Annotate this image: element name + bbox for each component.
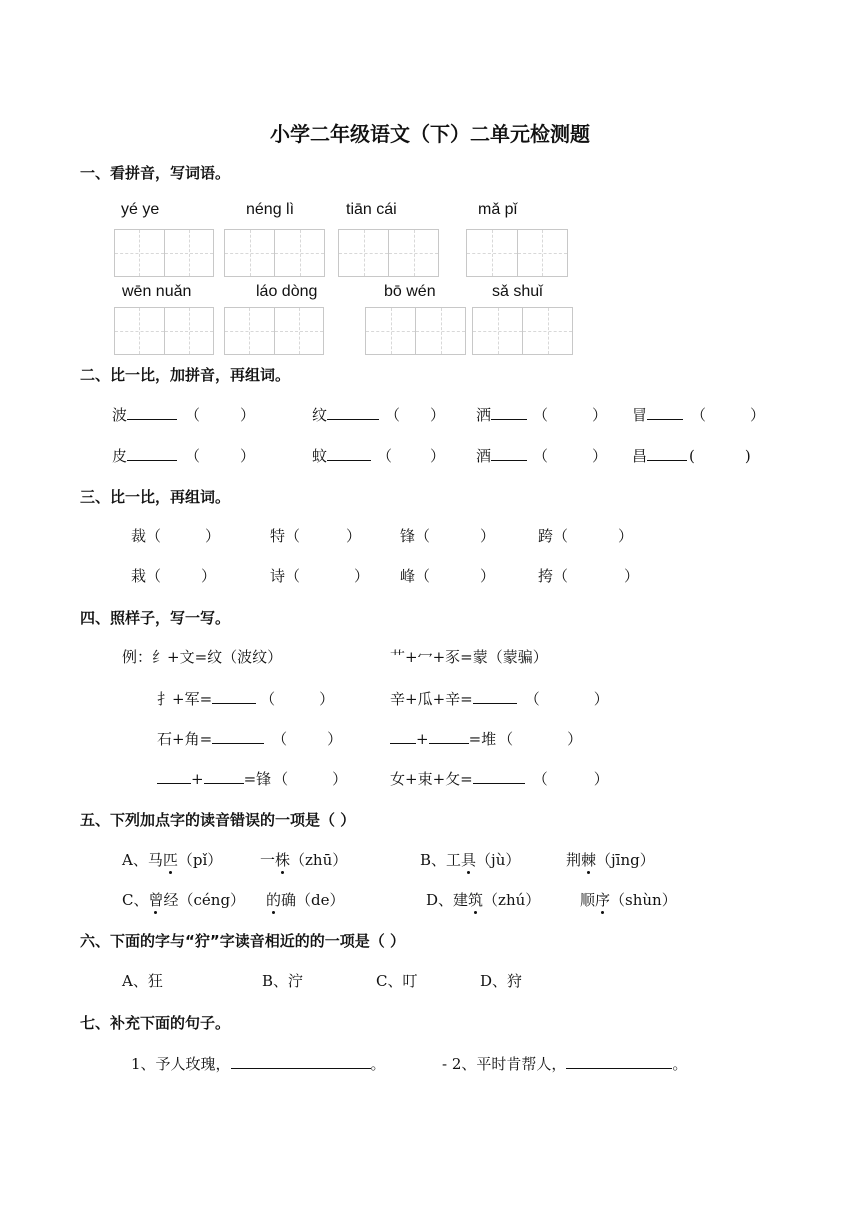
- writing-grid[interactable]: [224, 229, 325, 277]
- answer-blank[interactable]: [127, 444, 177, 461]
- compose-item: + =锋 （ ）: [157, 767, 347, 789]
- answer-blank[interactable]: [212, 687, 256, 704]
- answer-blank[interactable]: [429, 727, 469, 744]
- option-c[interactable]: C、曾经（céng）: [122, 891, 246, 909]
- writing-grid[interactable]: [114, 307, 214, 355]
- answer-blank[interactable]: [231, 1052, 371, 1069]
- compare-item: 栽（ ）: [131, 567, 217, 585]
- compose-item: 石+角= （ ）: [157, 727, 342, 749]
- answer-blank[interactable]: [473, 767, 525, 784]
- answer-blank[interactable]: [327, 444, 371, 461]
- section-4-heading: 四、照样子，写一写。: [80, 609, 231, 627]
- writing-grid[interactable]: [338, 229, 439, 277]
- option-b[interactable]: B、工具（jù）: [420, 851, 521, 869]
- writing-grid[interactable]: [114, 229, 214, 277]
- compare-item: 峰（ ）: [400, 567, 496, 585]
- compose-item: + =堆 （ ）: [390, 727, 582, 749]
- pinyin-2: néng lì: [246, 201, 295, 218]
- option-b-2: 荆棘（jīng）: [566, 851, 655, 869]
- compare-item: 纹 （ ）: [312, 403, 445, 425]
- option-a[interactable]: A、狂: [122, 972, 163, 990]
- writing-grid[interactable]: [472, 307, 573, 355]
- writing-grid[interactable]: [365, 307, 466, 355]
- pinyin-3: tiān cái: [346, 201, 397, 218]
- option-a[interactable]: A、马匹（pǐ）: [122, 851, 223, 869]
- answer-blank[interactable]: [127, 403, 177, 420]
- compose-item: 女+束+攵= （ ）: [390, 767, 609, 789]
- compare-item: 挎（ ）: [538, 567, 640, 585]
- answer-blank[interactable]: [647, 444, 687, 461]
- compare-item: 洒 （ ）: [476, 403, 607, 425]
- section-2-heading: 二、比一比，加拼音，再组词。: [80, 366, 291, 384]
- option-c[interactable]: C、叮: [376, 972, 418, 990]
- compare-item: 冒 （ ）: [632, 403, 765, 425]
- pinyin-5: wēn nuǎn: [122, 283, 192, 300]
- compare-item: 锋（ ）: [400, 527, 496, 545]
- sentence-1: 1、予人玫瑰， 。: [131, 1052, 386, 1074]
- compare-item: 蚊 （ ）: [312, 444, 445, 466]
- example-1: 例：纟+文=纹（波纹）: [122, 648, 283, 666]
- pinyin-6: láo dòng: [256, 283, 318, 300]
- compare-item: 诗（ ）: [270, 567, 370, 585]
- compose-item: 扌+军= （ ）: [157, 687, 334, 709]
- answer-blank[interactable]: [157, 767, 191, 784]
- writing-grid[interactable]: [466, 229, 568, 277]
- compare-item: 特（ ）: [270, 527, 362, 545]
- section-3-heading: 三、比一比，再组词。: [80, 488, 231, 506]
- option-c-2: 的确（de）: [266, 891, 345, 909]
- answer-blank[interactable]: [390, 727, 416, 744]
- option-b[interactable]: B、泞: [262, 972, 304, 990]
- writing-grid[interactable]: [224, 307, 324, 355]
- compare-item: 皮 （ ）: [112, 444, 255, 466]
- section-5-heading: 五、下列加点字的读音错误的一项是（ ）: [80, 811, 356, 829]
- section-1-heading: 一、看拼音，写词语。: [80, 164, 231, 182]
- compare-item: 裁（ ）: [131, 527, 221, 545]
- example-2: 艹+冖+豕=蒙（蒙骗）: [390, 648, 548, 666]
- pinyin-7: bō wén: [384, 283, 436, 300]
- option-a-2: 一株（zhū）: [260, 851, 348, 869]
- option-d[interactable]: D、建筑（zhú）: [426, 891, 541, 909]
- compare-item: 波 （ ）: [112, 403, 255, 425]
- answer-blank[interactable]: [647, 403, 683, 420]
- pinyin-1: yé ye: [121, 201, 160, 218]
- answer-blank[interactable]: [491, 444, 527, 461]
- answer-blank[interactable]: [566, 1052, 672, 1069]
- compare-item: 酒 （ ）: [476, 444, 607, 466]
- answer-blank[interactable]: [204, 767, 244, 784]
- section-6-heading: 六、下面的字与“狞”字读音相近的的一项是（ ）: [80, 932, 405, 950]
- pinyin-8: sǎ shuǐ: [492, 283, 543, 300]
- pinyin-4: mǎ pǐ: [478, 201, 518, 218]
- option-d[interactable]: D、狩: [480, 972, 523, 990]
- answer-blank[interactable]: [473, 687, 517, 704]
- compare-item: 昌 ( ): [632, 444, 751, 466]
- answer-blank[interactable]: [327, 403, 379, 420]
- page-title: 小学二年级语文（下）二单元检测题: [270, 122, 590, 146]
- answer-blank[interactable]: [491, 403, 527, 420]
- compare-item: 跨（ ）: [538, 527, 634, 545]
- section-7-heading: 七、补充下面的句子。: [80, 1014, 231, 1032]
- sentence-2: - 2、平时肯帮人， 。: [442, 1052, 687, 1074]
- compose-item: 辛+瓜+辛= （ ）: [390, 687, 609, 709]
- option-d-2: 顺序（shùn）: [580, 891, 677, 909]
- answer-blank[interactable]: [212, 727, 264, 744]
